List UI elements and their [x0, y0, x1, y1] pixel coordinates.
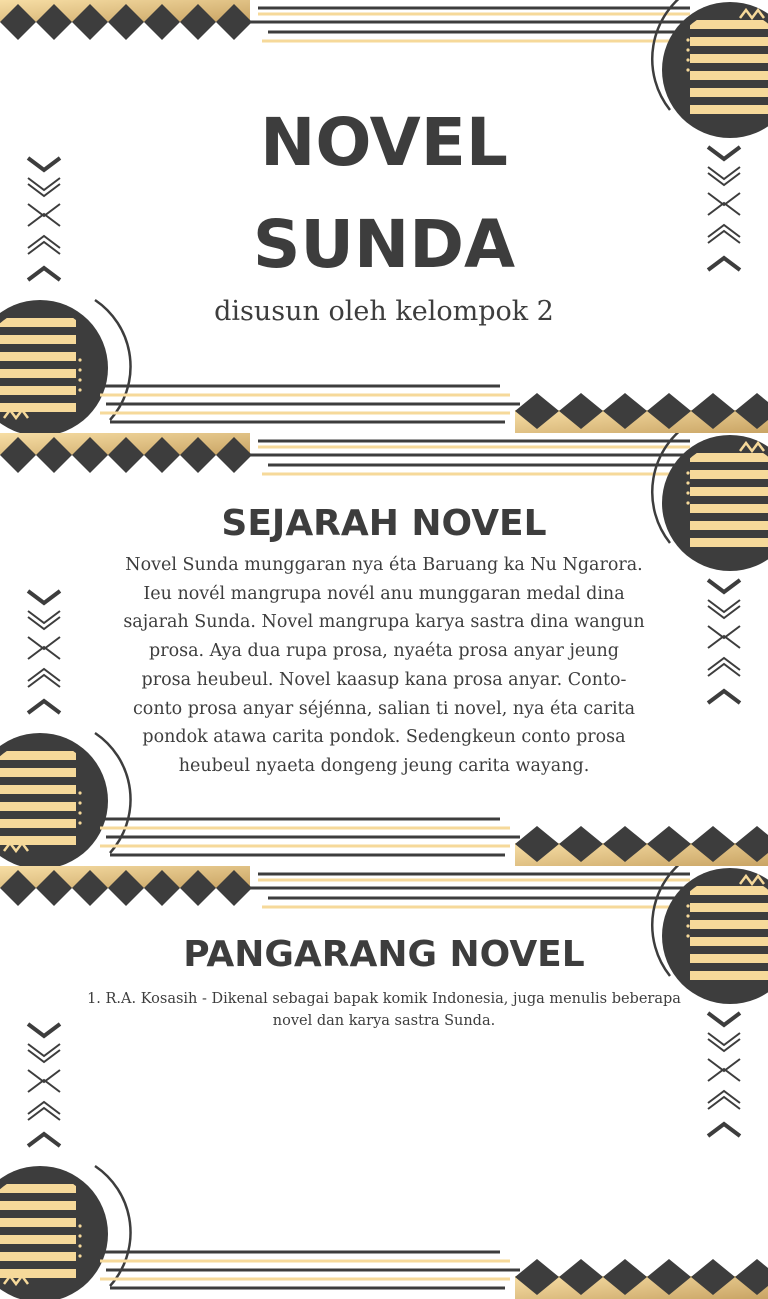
- title-line-1: NOVEL: [260, 104, 508, 181]
- section-body: Novel Sunda munggaran nya éta Baruang ka Nu Ngarora. Ieu novél mangrupa novél anu munggaran medal dina sajarah Sunda. Novel mangrupa karya sastra dina wangun prosa. Aya dua rupa prosa, nyaéta prosa anyar jeung prosa heubeul. Novel kaasup kana prosa anyar. Conto-conto prosa anyar séjénna, salian ti novel, nya éta carita pondok atawa carita pondok. Sedengkeun conto prosa heubeul nyaeta dongeng jeung carita wayang.: [123, 555, 645, 776]
- decorative-border: [0, 866, 768, 1299]
- slide-title: [0, 0, 768, 433]
- subtitle: disusun oleh kelompok 2: [214, 296, 554, 327]
- slide-authors: [0, 866, 768, 1299]
- section-heading: PANGARANG NOVEL: [183, 934, 585, 975]
- author-list: [80, 988, 688, 1032]
- list-item: 1. R.A. Kosasih - Dikenal sebagai bapak komik Indonesia, juga menulis beberapa novel dan karya sastra Sunda.: [87, 991, 681, 1029]
- title-line-2: SUNDA: [252, 206, 516, 283]
- slide-history: [0, 433, 768, 866]
- section-heading: SEJARAH NOVEL: [221, 503, 547, 544]
